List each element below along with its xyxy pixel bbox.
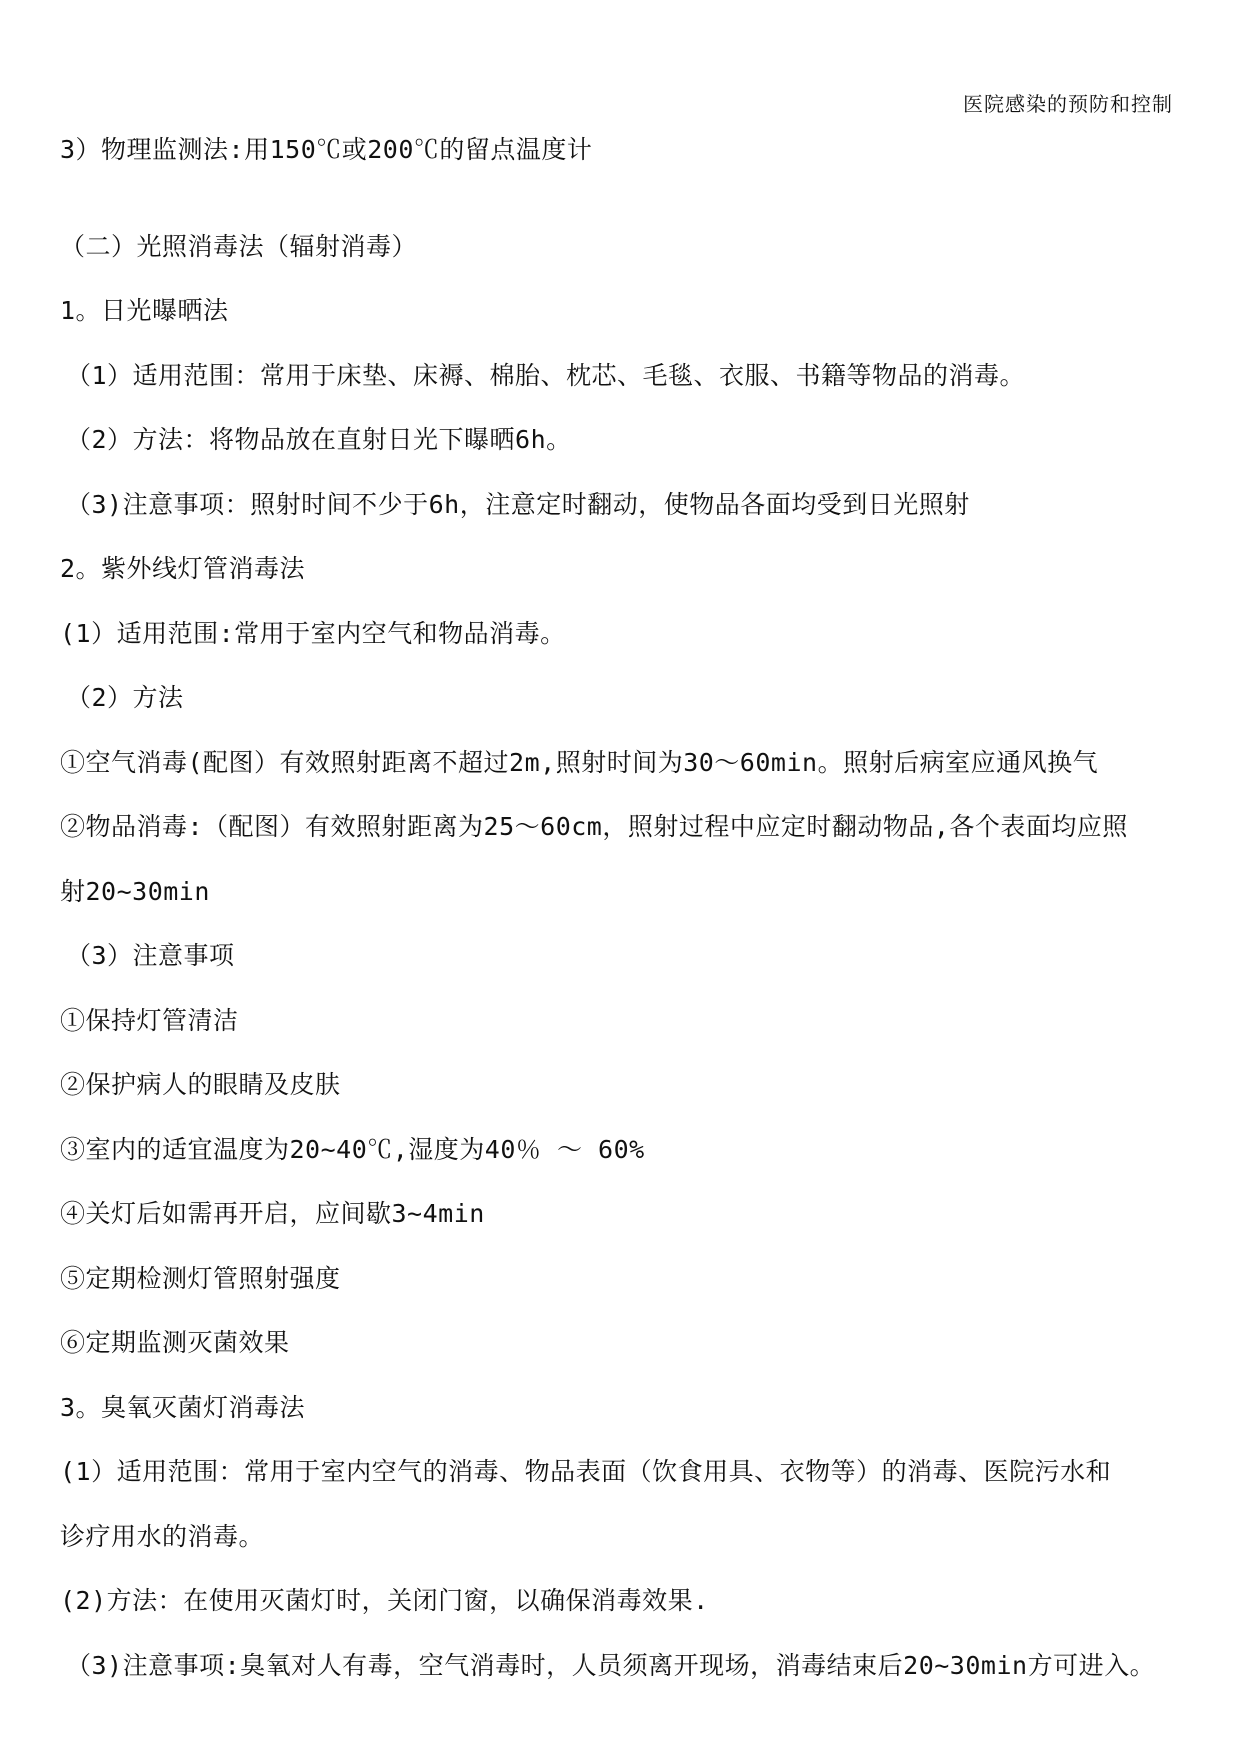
- list-item: ⑥定期监测灭菌效果: [60, 1328, 290, 1357]
- body-line: (2)方法：在使用灭菌灯时，关闭门窗，以确保消毒效果.: [60, 1586, 709, 1615]
- list-item: ③室内的适宜温度为20~40℃,湿度为40％ ～ 60%: [60, 1134, 645, 1164]
- body-line: （3)注意事项：照射时间不少于6h，注意定时翻动，使物品各面均受到日光照射: [66, 489, 970, 519]
- list-item: ②保护病人的眼睛及皮肤: [60, 1070, 341, 1099]
- subsection-heading: 3。臭氧灭菌灯消毒法: [60, 1392, 306, 1422]
- list-item: ④关灯后如需再开启，应间歇3~4min: [60, 1199, 485, 1228]
- body-line: （2）方法: [66, 683, 184, 712]
- body-line: (1）适用范围：常用于室内空气的消毒、物品表面（饮食用具、衣物等）的消毒、医院污水和: [60, 1457, 1112, 1486]
- document-body: [60, 118, 1190, 1698]
- running-header: 医院感染的预防和控制: [963, 92, 1173, 116]
- subsection-heading: 2。紫外线灯管消毒法: [60, 554, 306, 583]
- body-line: ①空气消毒(配图）有效照射距离不超过2m,照射时间为30～60min。照射后病室应通风换气: [60, 747, 1099, 777]
- body-line: ②物品消毒:（配图）有效照射距离为25～60cm，照射过程中应定时翻动物品,各个表面均应照: [60, 812, 1128, 841]
- list-item: ①保持灯管清洁: [60, 1005, 239, 1035]
- body-line: (1）适用范围:常用于室内空气和物品消毒。: [60, 618, 566, 648]
- paragraph-gap: [60, 183, 1190, 215]
- body-line: 3）物理监测法:用150℃或200℃的留点温度计: [60, 135, 593, 164]
- list-item: ⑤定期检测灯管照射强度: [60, 1263, 341, 1293]
- section-heading: （二）光照消毒法（辐射消毒）: [60, 231, 418, 261]
- body-line: （3)注意事项:臭氧对人有毒，空气消毒时，人员须离开现场，消毒结束后20~30min方可进入。: [66, 1650, 1156, 1680]
- body-line: （1）适用范围：常用于床垫、床褥、棉胎、枕芯、毛毯、衣服、书籍等物品的消毒。: [66, 360, 1026, 390]
- body-line: （3）注意事项: [66, 941, 235, 970]
- body-line: （2）方法：将物品放在直射日光下曝晒6h。: [66, 425, 572, 454]
- subsection-heading: 1。日光曝晒法: [60, 296, 229, 325]
- body-line: 诊疗用水的消毒。: [60, 1521, 265, 1551]
- body-line: 射20~30min: [60, 876, 210, 906]
